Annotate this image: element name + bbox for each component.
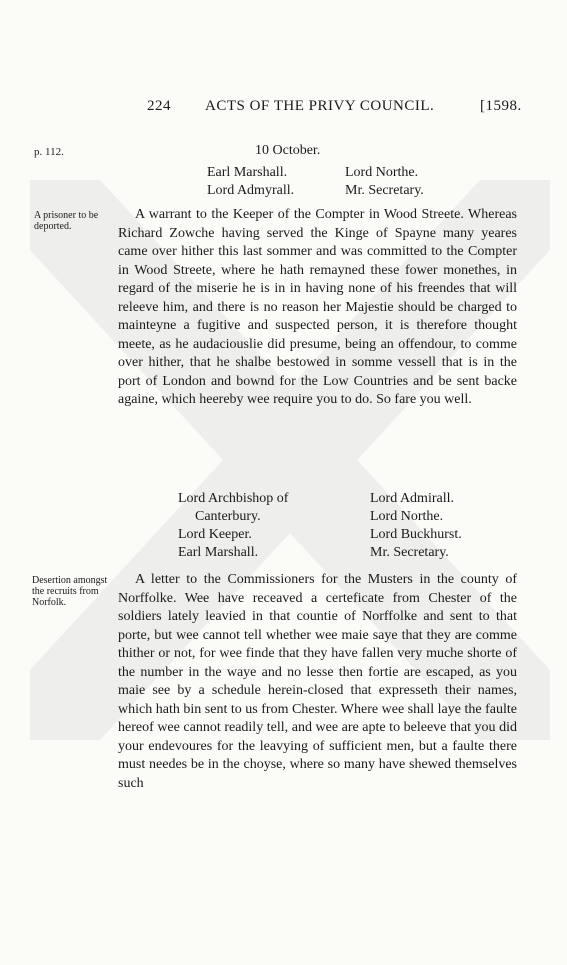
paragraph-warrant: A warrant to the Keeper of the Compter in Wood Streete. Whereas Richard Zowche having served the Kinge of Spayne many yeares came over hither this last sommer and was committed to the Compter in Wood Streete, where he hath remayned these fower monethes, in regard of the miserie he is in in having none of his freendes that will releeve him, and there is no reason her Majestie should be charged to mainteyne a fugitive and suspected person, it is therefore thought meete, as he audaciouslie did presume, being an offendour, to comme over hither, that he shalbe bestowed in somme vessell that is in the port of London and bownd for the Low Countries and be sent backe againe, which heereby wee require you to do. So fare you well. xyxy=(118,207,517,407)
attendee: Mr. Secretary. xyxy=(370,545,449,560)
attendance-left-2 xyxy=(178,490,288,562)
attendee: Lord Buckhurst. xyxy=(370,527,462,542)
attendance-right-2 xyxy=(370,490,462,562)
attendee: Mr. Secretary. xyxy=(345,183,424,198)
attendee: Earl Marshall. xyxy=(207,165,288,180)
attendance-right-1 xyxy=(345,164,424,200)
attendee: Lord Admyrall. xyxy=(207,183,295,198)
attendee: Earl Marshall. xyxy=(178,545,259,560)
running-title: ACTS OF THE PRIVY COUNCIL. xyxy=(205,98,435,114)
paragraph-letter: A letter to the Commissioners for the Musters in the county of Norffolke. Wee have receaved a certeficate from Chester of the soldiers lately leavied in that countie of Norffolke and sent to that porte, but wee cannot tell whether wee maie saye that they are comme thither or not, for wee finde that they have fallen very muche shorte of the number in the waye and no lesse then fortie are escaped, as you maie see by a schedule herein-closed that expresseth their names, which hath bin sent to us from Chester. Where wee shall laye the faulte hereof wee cannot readily tell, and wee are apte to beleeve that you did your endevoures for the leavying of sufficient men, but a faulte there must needes be in the choyse, where so many have shewed themselves such xyxy=(118,572,517,791)
attendee: Lord Archbishop of xyxy=(178,491,289,506)
attendance-left-1 xyxy=(207,164,294,200)
page-number: 224 xyxy=(147,98,171,114)
margin-note-prisoner: A prisoner to be deported. xyxy=(34,210,99,232)
page-reference: p. 112. xyxy=(34,146,64,158)
entry-date: 10 October. xyxy=(255,143,321,158)
attendee: Canterbury. xyxy=(195,509,261,524)
margin-note-desertion: Desertion amongst the recruits from Norfolk. xyxy=(32,575,108,608)
running-header xyxy=(0,98,567,120)
attendee: Lord Admirall. xyxy=(370,491,454,506)
attendee: Lord Keeper. xyxy=(178,527,252,542)
attendee: Lord Northe. xyxy=(345,165,419,180)
attendee: Lord Northe. xyxy=(370,509,444,524)
running-year: [1598. xyxy=(480,98,522,114)
